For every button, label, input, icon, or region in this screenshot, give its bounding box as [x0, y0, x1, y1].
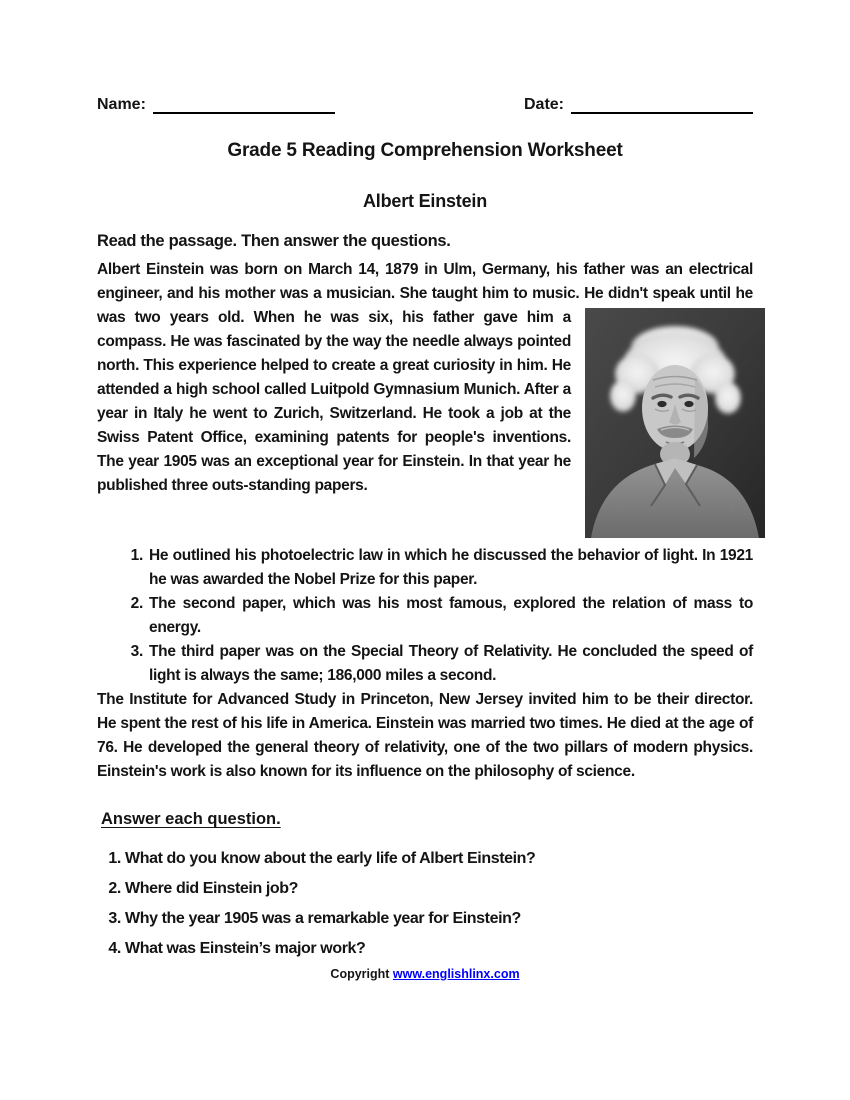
answer-heading: Answer each question.: [101, 810, 281, 828]
questions-list: [97, 847, 753, 961]
paper-item: 1. He outlined his photoelectric law in which he discussed the behavior of light. In 1921 he was awarded the Nobel Prize for this paper.: [147, 544, 753, 592]
copyright-label: Copyright: [330, 967, 393, 981]
question-item: 1. What do you know about the early life of Albert Einstein?: [125, 847, 753, 871]
date-label: Date:: [523, 96, 564, 113]
paper-item: 3. The third paper was on the Special Theory of Relativity. He concluded the speed of light is always the same; 186,000 miles a second.: [147, 640, 753, 688]
footer: [97, 967, 753, 981]
page-subtitle: Albert Einstein: [362, 191, 488, 211]
question-item: 2. Where did Einstein job?: [125, 877, 753, 901]
passage-instruction: Read the passage. Then answer the questions.: [97, 232, 451, 250]
paper-item: 2. The second paper, which was his most famous, explored the relation of mass to energy.: [147, 592, 753, 640]
copyright-link[interactable]: www.englishlinx.com: [392, 967, 520, 981]
question-item: 4. What was Einstein’s major work?: [125, 937, 753, 961]
passage-area: [97, 258, 753, 784]
papers-list: [97, 544, 753, 688]
name-label: Name:: [97, 96, 146, 113]
einstein-portrait: [585, 308, 765, 538]
name-underline: [153, 99, 335, 114]
question-item: 3. Why the year 1905 was a remarkable year for Einstein?: [125, 907, 753, 931]
page-title: Grade 5 Reading Comprehension Worksheet: [227, 140, 623, 161]
date-underline: [571, 99, 753, 114]
passage-text: Albert Einstein was born on March 14, 1879 in Ulm, Germany, his father was an electrical engineer, and his mother was a musician. She taught him to music. He didn't speak until he was two years old. When he was six, his father gave him a compass. He was fascinated by the way the needle always pointed north. This experience helped to create a great curiosity in him. He attended a high school called Luitpold Gymnasium Munich. After a year in Italy he went to Zurich, Switzerland. He took a job at the Swiss Patent Office, examining patents for people's inventions. The year 1905 was an exceptional year for Einstein. In that year he published three outs-standing papers.: [97, 261, 753, 494]
date-field: [524, 96, 753, 114]
closing-paragraph: The Institute for Advanced Study in Princeton, New Jersey invited him to be their director. He spent the rest of his life in America. Einstein was married two times. He died at the age of 76. He developed the general theory of relativity, one of the two pillars of modern physics. Einstein's work is also known for its influence on the philosophy of science.: [97, 691, 753, 780]
header-row: [97, 96, 753, 114]
einstein-photo: [585, 308, 765, 538]
name-field: [97, 96, 335, 114]
